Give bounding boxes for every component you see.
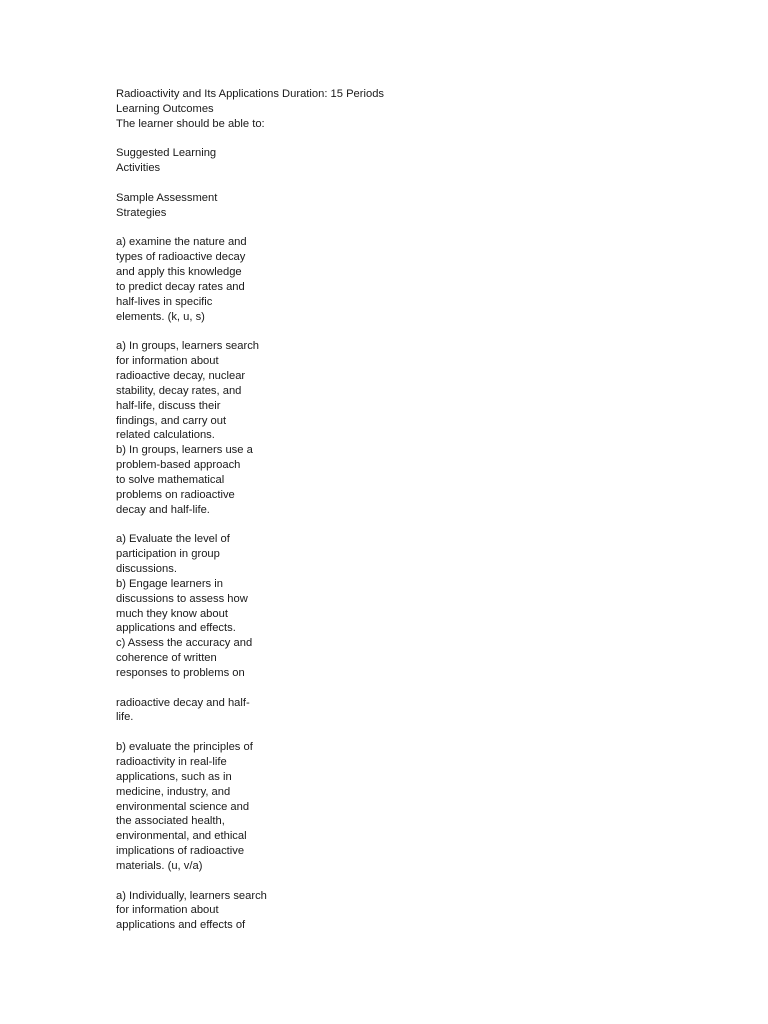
outcome-a-paragraph: a) examine the nature and types of radioactive decay and apply this knowledge to predict decay rates and half-lives in specific elements. (k, u, s) [116,236,247,323]
assessment-a-continuation: radioactive decay and half- life. [116,696,250,724]
spacer [116,132,736,147]
assessment-strategies-heading: Sample Assessment Strategies [116,191,218,219]
spacer [116,325,736,340]
spacer [116,725,736,740]
spacer [116,681,736,696]
learning-outcomes-heading: Learning Outcomes [116,102,214,115]
document-page [116,87,736,933]
outcome-b-paragraph: b) evaluate the principles of radioactivity in real-life applications, such as in medicine, industry, and environmental science and the associated health, environmental, and ethical implications of radioactive materials. (u, v/a) [116,741,253,872]
spacer [116,517,736,532]
learner-intro: The learner should be able to: [116,117,265,130]
assessment-a-paragraph: a) Evaluate the level of participation in group discussions. b) Engage learners in discussions to assess how much they know about applications and effects. c) Assess the accuracy and coherence of written responses to problems on [116,533,253,679]
spacer [116,221,736,236]
activities-a-paragraph: a) In groups, learners search for information about radioactive decay, nuclear stability, decay rates, and half-life, discuss their findings, and carry out related calculations. b) In groups, learners use a problem-based approach to solve mathematical problems on radioactive decay and half-life. [116,340,260,516]
spacer [116,874,736,889]
document-title-line: Radioactivity and Its Applications Duration: 15 Periods [116,88,385,100]
activities-b-paragraph: a) Individually, learners search for information about applications and effects of [116,889,267,932]
spacer [116,176,736,191]
suggested-activities-heading: Suggested Learning Activities [116,147,217,175]
